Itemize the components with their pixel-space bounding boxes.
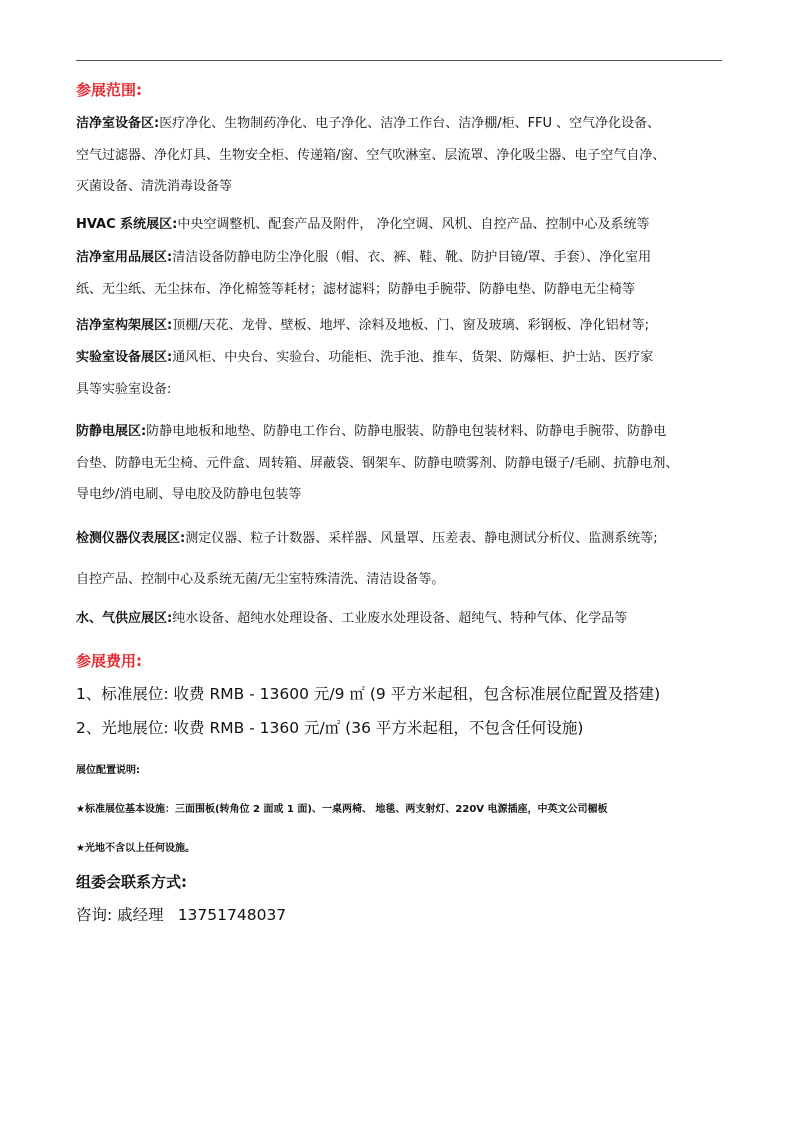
contact-phone[interactable]: 13751748037 <box>177 906 287 924</box>
section-instruments-cont <box>76 564 726 596</box>
section-text-line: 测定仪器、粒子计数器、采样器、风量罩、压差表、静电测试分析仪、监测系统等; <box>185 531 658 546</box>
section-text-line: 具等实验室设备: <box>76 381 172 397</box>
contact-heading: 组委会联系方式: <box>76 873 187 891</box>
section-text-line: 医疗净化、生物制药净化、电子净化、洁净工作台、洁净棚/柜、FFU 、空气净化设备、 <box>159 116 661 131</box>
contact-person: 戚经理 <box>117 906 164 924</box>
section-label: HVAC 系统展区: <box>76 217 178 232</box>
section-label: 洁净室构架展区: <box>76 318 173 333</box>
booth-config-standard: ★标准展位基本设施：三面围板(转角位 2 面或 1 面)、一桌两椅、 地毯、两支射灯、220V 电源插座，中英文公司楣板 <box>76 804 608 815</box>
section-label: 洁净室设备区: <box>76 116 160 131</box>
section-lab-equipment <box>76 342 726 405</box>
section-label: 检测仪器仪表展区: <box>76 531 186 546</box>
section-antistatic <box>76 416 726 511</box>
section-hvac <box>76 209 726 241</box>
contact-label: 咨询: <box>76 906 113 924</box>
section-text-line: 空气过滤器、净化灯具、生物安全柜、传递箱/窗、空气吹淋室、层流罩、净化吸尘器、电子空气自净、 <box>76 147 666 163</box>
section-text-line: 中央空调整机、配套产品及附件， 净化空调、风机、自控产品、控制中心及系统等 <box>177 217 650 232</box>
section-text-line: 台垫、防静电无尘椅、元件盒、周转箱、屏蔽袋、钢架车、防静电喷雾剂、防静电镊子/毛刷、抗静电剂、 <box>76 455 679 471</box>
section-text-line: 顶棚/天花、龙骨、壁板、地坪、涂料及地板、门、窗及玻璃、彩钢板、净化铝材等; <box>172 318 649 333</box>
section-text-line: 通风柜、中央台、实验台、功能柜、洗手池、推车、货架、防爆柜、护士站、医疗家 <box>172 350 654 365</box>
booth-config-raw-space: ★光地不含以上任何设施。 <box>76 843 195 854</box>
section-label: 防静电展区: <box>76 424 147 439</box>
fees-heading: 参展费用: <box>76 652 142 670</box>
section-instruments <box>76 523 726 555</box>
header-rule <box>76 60 722 61</box>
scope-heading: 参展范围: <box>76 81 142 99</box>
section-text-line: 清洁设备防静电防尘净化服（帽、衣、裤、鞋、靴、防护目镜/罩、手套）、净化室用 <box>172 250 652 265</box>
section-text-line: 自控产品、控制中心及系统无菌/无尘室特殊清洗、清洁设备等。 <box>76 572 445 587</box>
section-label: 实验室设备展区: <box>76 350 173 365</box>
section-cleanroom-structure <box>76 310 726 342</box>
section-text-line: 灭菌设备、清洗消毒设备等 <box>76 179 233 194</box>
booth-config-title: 展位配置说明: <box>76 765 140 776</box>
contact-line <box>76 903 286 925</box>
section-text-line: 纸、无尘纸、无尘抹布、净化棉签等耗材；滤材滤料；防静电手腕带、防静电垫、防静电无尘椅等 <box>76 281 636 297</box>
fee-standard-booth: 1、标准展位: 收费 RMB - 13600 元/9 ㎡ (9 平方米起租，包含标准展位配置及搭建) <box>76 685 661 703</box>
fee-raw-space: 2、光地展位: 收费 RMB - 1360 元/㎡ (36 平方米起租，不包含任何设施) <box>76 719 584 737</box>
section-cleanroom-equipment <box>76 108 726 203</box>
section-label: 水、气供应展区: <box>76 611 173 626</box>
section-text-line: 纯水设备、超纯水处理设备、工业废水处理设备、超纯气、特种气体、化学品等 <box>172 611 628 626</box>
section-cleanroom-supplies <box>76 242 726 305</box>
section-water-gas <box>76 603 726 635</box>
section-text-line: 导电纱/消电刷、导电胶及防静电包装等 <box>76 487 302 502</box>
section-text-line: 防静电地板和地垫、防静电工作台、防静电服装、防静电包装材料、防静电手腕带、防静电 <box>146 424 667 439</box>
section-label: 洁净室用品展区: <box>76 250 173 265</box>
